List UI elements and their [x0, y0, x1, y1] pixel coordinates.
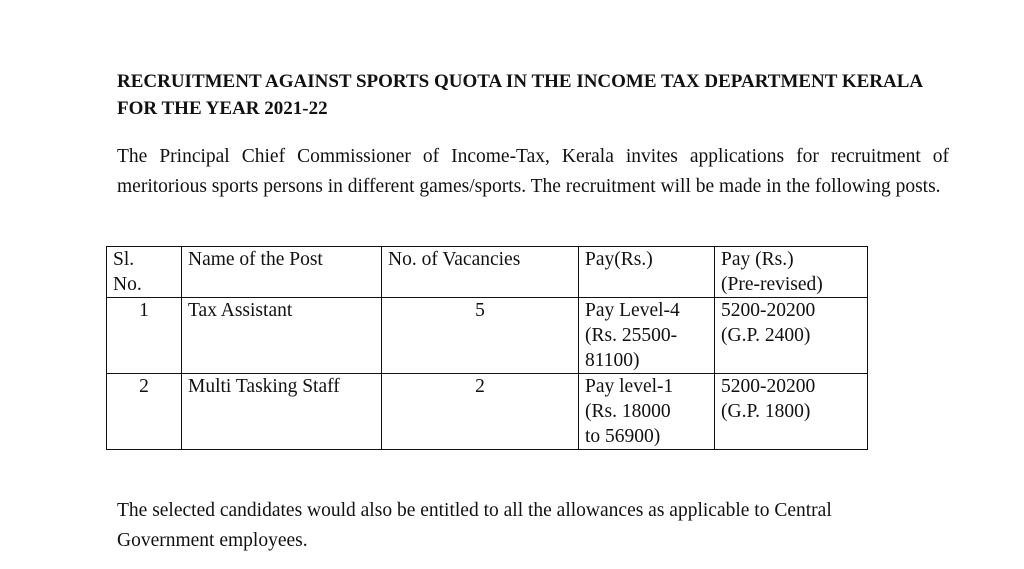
row-1-pay-line-3: 81100)	[585, 350, 640, 371]
title-line-2: FOR THE YEAR 2021-22	[117, 98, 328, 119]
row-2-vacancies: 2	[382, 374, 579, 450]
row-2-pay-pre-line-2: (G.P. 1800)	[721, 401, 811, 422]
header-pay: Pay(Rs.)	[579, 247, 715, 298]
intro-paragraph: The Principal Chief Commissioner of Income-Tax, Kerala invites applications for recruitment of meritorious sports persons in different games/sports. The recruitment will be made in the following posts.	[117, 146, 949, 197]
row-1-pay-pre-line-1: 5200-20200	[721, 300, 816, 321]
row-2-post: Multi Tasking Staff	[182, 374, 382, 450]
table-row	[107, 374, 868, 450]
row-1-post: Tax Assistant	[182, 298, 382, 374]
row-1-pay-line-2: (Rs. 25500-	[585, 325, 678, 346]
header-sl-no	[107, 247, 182, 298]
row-2-sl: 2	[107, 374, 182, 450]
header-pay-pre-revised	[715, 247, 868, 298]
footer-line-2: Government employees.	[117, 530, 308, 551]
row-1-pay-line-1: Pay Level-4	[585, 300, 680, 321]
footer-line-1: The selected candidates would also be entitled to all the allowances as applicable to Central	[117, 500, 832, 521]
header-sl-line-1: Sl.	[113, 249, 135, 270]
title-line-1: RECRUITMENT AGAINST SPORTS QUOTA IN THE INCOME TAX DEPARTMENT KERALA	[117, 71, 924, 92]
row-1-pay	[579, 298, 715, 374]
row-1-pay-pre	[715, 298, 868, 374]
header-vacancies: No. of Vacancies	[382, 247, 579, 298]
footer-paragraph	[117, 496, 967, 556]
header-pay-pre-line-2: (Pre-revised)	[721, 274, 823, 295]
row-2-pay-line-1: Pay level-1	[585, 376, 674, 397]
row-1-sl: 1	[107, 298, 182, 374]
row-2-pay-line-2: (Rs. 18000	[585, 401, 671, 422]
row-2-pay-pre	[715, 374, 868, 450]
row-2-pay	[579, 374, 715, 450]
header-post: Name of the Post	[182, 247, 382, 298]
page-title	[117, 68, 967, 122]
posts-table	[106, 246, 868, 450]
row-1-pay-pre-line-2: (G.P. 2400)	[721, 325, 811, 346]
row-1-vacancies: 5	[382, 298, 579, 374]
table-header-row	[107, 247, 868, 298]
header-sl-line-2: No.	[113, 274, 142, 295]
row-2-pay-line-3: to 56900)	[585, 426, 661, 447]
row-2-pay-pre-line-1: 5200-20200	[721, 376, 816, 397]
table-row	[107, 298, 868, 374]
header-pay-pre-line-1: Pay (Rs.)	[721, 249, 794, 270]
